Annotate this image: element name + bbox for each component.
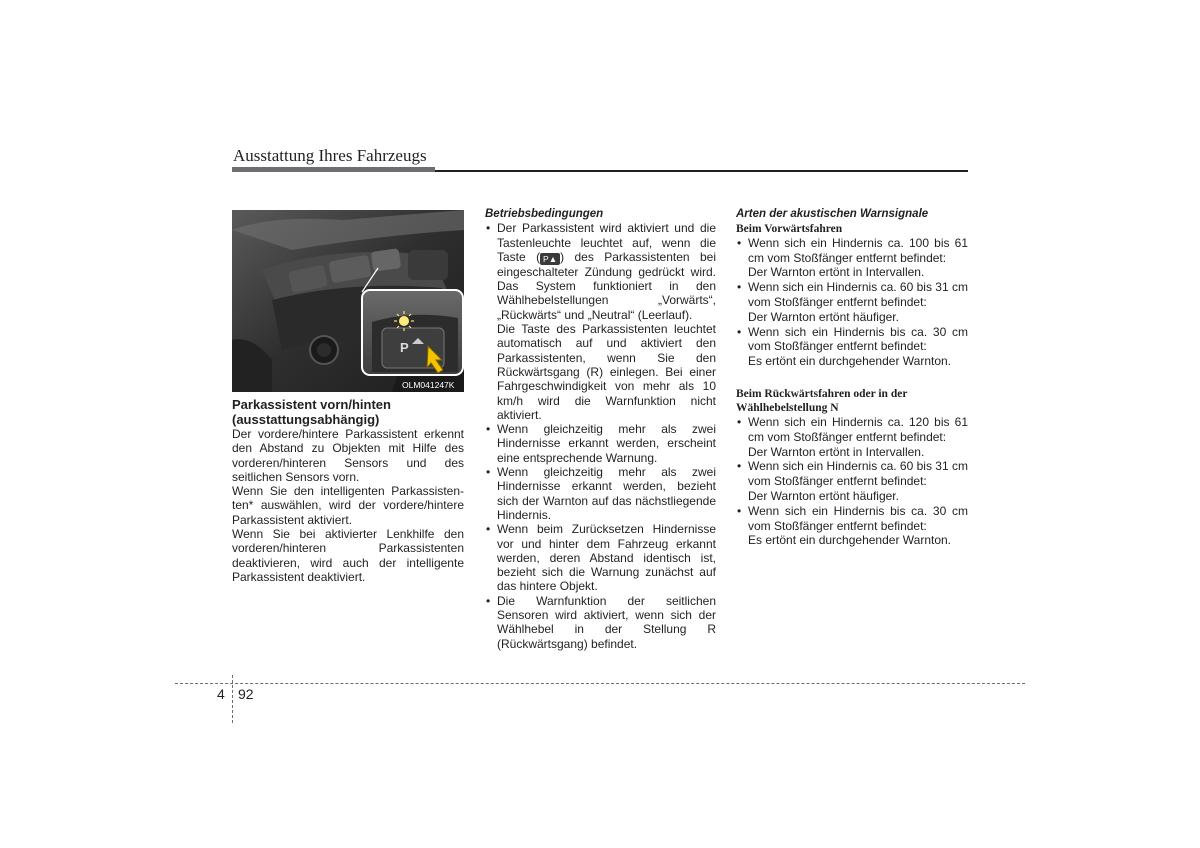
list-item-continuation: Die Taste des Parkassistenten leuchtet automatisch auf und aktiviert den Parkassistenten, wenn Sie den Rückwärtsgang (R) einlegen. Bei einer Fahrgeschwindigkeit von mehr als 10 km/h wird die Warnfunktion nicht aktiviert.	[497, 322, 716, 422]
list-item-note: Der Warnton ertönt in Intervallen.	[748, 444, 925, 459]
chapter-number: 4	[217, 686, 225, 702]
reverse-heading-line1: Beim Rückwärtsfahren oder in der	[736, 387, 908, 400]
list-item-text: ) des Parkassistenten bei eingeschalteter Zündung gedrückt wird. Das System funktioniert in den Wählhebelstellungen „Vorwärts“, „Rückwärts“ und „Neutral“ (Leerlauf).	[497, 249, 716, 322]
operating-conditions-list	[485, 221, 716, 322]
reverse-list	[736, 415, 968, 445]
list-item-text: Wenn gleichzeitig mehr als zwei Hindernisse erkannt werden, bezieht sich der Warnton auf das nächstliegende Hindernis.	[497, 465, 716, 522]
list-item: • Wenn gleichzeitig mehr als zwei Hindernisse erkannt werden, erscheint eine entsprechende Warnung.	[486, 422, 716, 465]
list-item-note: Der Warnton ertönt häufiger.	[748, 488, 899, 503]
list-item: • Wenn sich ein Hindernis ca. 100 bis 61 cm vom Stoßfänger entfernt befindet:	[737, 235, 968, 265]
list-item: • Wenn gleichzeitig mehr als zwei Hindernisse erkannt werden, bezieht sich der Warnton auf das nächstliegende Hindernis.	[486, 465, 716, 522]
list-item-note: Der Warnton ertönt häufiger.	[748, 309, 899, 324]
figure-code: OLM041247K	[402, 380, 455, 390]
forward-heading: Beim Vorwärtsfahren	[736, 222, 843, 235]
list-item-text: Wenn beim Zurücksetzen Hindernisse vor und hinter dem Fahrzeug erkannt werden, deren Abstand identisch ist, bezieht sich die Warnung zunächst auf das hintere Objekt.	[497, 522, 716, 594]
section-title-line1: Parkassistent vorn/hinten	[232, 397, 391, 412]
parking-assist-key-icon: P▲	[540, 253, 560, 265]
list-item: • Wenn sich ein Hindernis bis ca. 30 cm vom Stoßfänger entfernt befindet:	[737, 503, 968, 533]
forward-list-2	[736, 280, 968, 310]
operating-conditions-list-2	[485, 422, 716, 651]
list-item: • Wenn sich ein Hindernis ca. 60 bis 31 cm vom Stoßfänger entfernt befindet:	[737, 459, 968, 489]
footer-divider	[232, 675, 233, 723]
list-item-text: Wenn sich ein Hindernis bis ca. 30 cm vom Stoßfänger entfernt befindet:	[748, 324, 968, 354]
list-item-text: Wenn sich ein Hindernis bis ca. 30 cm vom Stoßfänger entfernt befindet:	[748, 503, 968, 533]
list-item-note: Es ertönt ein durchgehender Warnton.	[748, 533, 952, 548]
left-paragraph-1: Der vordere/hintere Parkassistent erkennt den Abstand zu Objekten mit Hilfe des vorderen/hinteren Sensors und des seitlichen Sensors vorn.	[232, 427, 464, 484]
footer-rule	[175, 683, 1025, 684]
left-column	[232, 397, 464, 584]
svg-text:P: P	[400, 340, 409, 355]
list-item: • Wenn sich ein Hindernis bis ca. 30 cm vom Stoßfänger entfernt befindet:	[737, 324, 968, 354]
list-item: • Der Parkassistent wird aktiviert und die Tastenleuchte leuchtet auf, wenn die Taste ( P▲ ) des Parkassistenten bei eingeschalteter Zündung gedrückt wird. Das System funktioniert in den Wählhebelstellungen „Vorwärts“, „Rückwärts“ und „Neutral“ (Leerlauf).	[486, 221, 716, 322]
reverse-list-3	[736, 504, 968, 534]
list-item: • Die Warnfunktion der seitlichen Sensoren wird aktiviert, wenn sich der Wählhebel in der Stellung R (Rückwärtsgang) befindet.	[486, 593, 716, 651]
list-item-text: Der Parkassistent wird aktiviert und die Tastenleuchte leuchtet auf, wenn die Taste (	[497, 221, 716, 264]
middle-column	[485, 207, 716, 651]
header-rule-thick	[232, 167, 435, 172]
list-item: • Wenn beim Zurücksetzen Hindernisse vor und hinter dem Fahrzeug erkannt werden, deren Abstand identisch ist, bezieht sich die Warnung zunächst auf das hintere Objekt.	[486, 522, 716, 594]
reverse-heading	[736, 387, 968, 415]
list-item-note: Der Warnton ertönt in Intervallen.	[748, 265, 925, 280]
list-item-text: Die Warnfunktion der seitlichen Sensoren wird aktiviert, wenn sich der Wählhebel in der Stellung R (Rückwärtsgang) befindet.	[497, 593, 716, 651]
parking-assist-photo	[232, 210, 464, 392]
right-column	[736, 207, 968, 548]
left-paragraph-2: Wenn Sie den intelligenten Parkassistenten* auswählen, wird der vordere/hintere Parkassistent aktiviert.	[232, 484, 464, 527]
list-item-note: Es ertönt ein durchgehender Warnton.	[748, 354, 952, 369]
header-title: Ausstattung Ihres Fahrzeugs	[233, 146, 427, 165]
warning-types-heading: Arten der akustischen Warnsignale	[736, 208, 929, 220]
operating-conditions-heading: Betriebsbedingungen	[485, 208, 604, 220]
forward-list-3	[736, 325, 968, 355]
forward-list	[736, 236, 968, 266]
left-paragraph-3: Wenn Sie bei aktivierter Lenkhilfe den vorderen/hinteren Parkassistenten deaktivieren, wird auch der intelligente Parkassistent deaktiviert.	[232, 527, 464, 584]
page-number: 92	[238, 686, 254, 702]
list-item-text: Wenn sich ein Hindernis ca. 100 bis 61 cm vom Stoßfänger entfernt befindet:	[748, 235, 968, 265]
section-title	[232, 397, 464, 427]
list-item-text: Wenn sich ein Hindernis ca. 60 bis 31 cm vom Stoßfänger entfernt befindet:	[748, 280, 968, 309]
list-item: • Wenn sich ein Hindernis ca. 120 bis 61 cm vom Stoßfänger entfernt befindet:	[737, 414, 968, 444]
list-item-text: Wenn sich ein Hindernis ca. 60 bis 31 cm vom Stoßfänger entfernt befindet:	[748, 459, 968, 489]
list-item-text: Wenn gleichzeitig mehr als zwei Hindernisse erkannt werden, erscheint eine entsprechende Warnung.	[497, 422, 716, 465]
list-item-text: Wenn sich ein Hindernis ca. 120 bis 61 cm vom Stoßfänger entfernt befindet:	[748, 414, 968, 444]
header-rule-thin	[435, 170, 968, 172]
reverse-heading-line2: Wählhebelstellung N	[736, 401, 839, 414]
list-item: • Wenn sich ein Hindernis ca. 60 bis 31 cm vom Stoßfänger entfernt befindet:	[737, 280, 968, 309]
section-title-line2: (ausstattungsabhängig)	[232, 412, 380, 427]
reverse-list-2	[736, 459, 968, 489]
